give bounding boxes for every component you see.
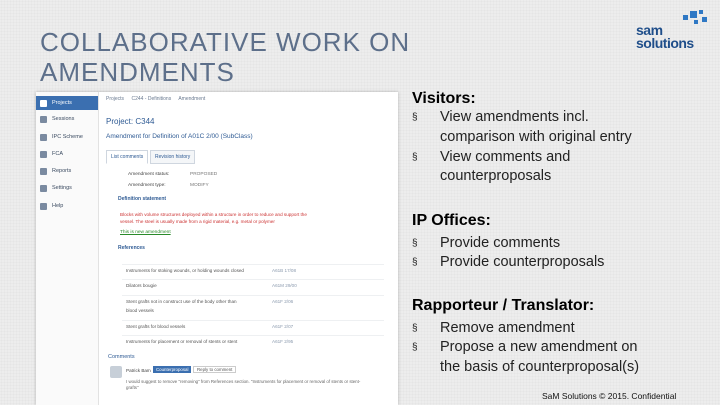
fca-icon (40, 151, 47, 158)
sidebar-item-reports[interactable]: Reports (40, 164, 71, 178)
bullet-icon: § (412, 257, 418, 268)
section-heading-ip-offices: IP Offices: (412, 212, 491, 229)
amendment-type-field (128, 183, 209, 188)
reply-button[interactable]: Reply to comment (193, 366, 236, 373)
reference-code: A61M 29/00 (272, 283, 297, 288)
project-title: Project: C344 (106, 117, 155, 126)
sam-solutions-logo (636, 10, 712, 54)
changed-text-line: Blocks with volume structures deployed within a structure in order to reduce and support the (120, 212, 307, 217)
definition-section-title[interactable]: Definition statement (118, 196, 167, 202)
ipc-scheme-icon (40, 134, 47, 141)
breadcrumb (106, 96, 211, 102)
app-screenshot (36, 92, 398, 405)
slide-title-line-2: AMENDMENTS (40, 57, 235, 87)
table-row (122, 320, 384, 332)
sidebar-item-fca[interactable]: FCA (40, 147, 63, 161)
table-row (122, 335, 384, 347)
projects-icon (40, 100, 47, 107)
app-main (98, 92, 398, 405)
reference-code: A61F 2/07 (272, 324, 294, 329)
settings-icon (40, 185, 47, 192)
breadcrumb-item[interactable]: Amendment (178, 96, 206, 102)
reference-code: A61B 17/08 (272, 268, 297, 273)
reference-text: blood vessels (126, 308, 154, 313)
field-label: Amendment type: (128, 183, 166, 188)
sidebar-item-settings[interactable]: Settings (40, 181, 72, 195)
sidebar-item-help[interactable]: Help (40, 199, 63, 213)
help-icon (40, 203, 47, 210)
avatar (110, 366, 122, 378)
logo-line-2: solutions (636, 35, 694, 51)
field-label: Amendment status: (128, 172, 170, 177)
slide-title (40, 27, 410, 87)
breadcrumb-item[interactable]: Projects (106, 96, 125, 102)
field-value: MODIFY (190, 183, 209, 188)
reports-icon (40, 168, 47, 175)
reference-code: A61F 2/06 (272, 299, 294, 304)
field-value: PROPOSED (190, 172, 218, 177)
reference-text: Dilators bougie (126, 283, 157, 288)
tab-revision-history[interactable]: Revision history (150, 150, 195, 164)
sidebar-item-sessions[interactable]: Sessions (40, 112, 74, 126)
reference-text: Instruments for placement or removal of stents or stent (126, 339, 238, 344)
changed-text-line: vessel. The steel is usually made from a rigid material, e.g. metal or polymer (120, 219, 275, 224)
reference-text: Stent grafts for blood vessels (126, 324, 186, 329)
table-row (122, 279, 384, 291)
comment-text: I would suggest to remove "removing" from References section. "Instruments for placement or removal of stents or stent-grafts" (126, 379, 361, 390)
comments-heading: Comments (108, 354, 135, 360)
references-section-title[interactable]: References (118, 245, 145, 251)
bullet-icon: § (412, 342, 418, 353)
section-heading-rapporteur: Rapporteur / Translator: (412, 297, 595, 314)
bullet-icon: § (412, 112, 418, 123)
new-amendment-link[interactable]: This is new amendment (120, 230, 171, 235)
amendment-status-field (128, 172, 218, 177)
counterproposal-badge: Counterproposal (153, 366, 191, 373)
footer-copyright: SaM Solutions © 2015. Confidential (542, 391, 677, 401)
bullet-icon: § (412, 323, 418, 334)
bullet-icon: § (412, 152, 418, 163)
reference-code: A61F 2/95 (272, 339, 294, 344)
reference-text: Stent grafts not in construct use of the body other than (126, 299, 237, 304)
amendment-title: Amendment for Definition of A01C 2/00 (SubClass) (106, 133, 253, 140)
sessions-icon (40, 116, 47, 123)
comment-author: Patrick Bam (126, 368, 151, 373)
slide-title-line-1: COLLABORATIVE WORK ON (40, 27, 411, 57)
table-row (122, 305, 384, 316)
tab-list-comments[interactable]: List comments (106, 150, 148, 164)
sidebar-item-projects[interactable]: Projects (36, 96, 98, 110)
table-row (122, 264, 384, 276)
breadcrumb-item[interactable]: C244 - Definitions (131, 96, 172, 102)
sidebar-item-ipc-scheme[interactable]: IPC Scheme (40, 130, 83, 144)
app-sidebar (36, 92, 99, 405)
reference-text: Instruments for stoking wounds, or holding wounds closed (126, 268, 244, 273)
bullet-icon: § (412, 238, 418, 249)
section-heading-visitors: Visitors: (412, 90, 476, 107)
logo-line-1: sam (636, 22, 663, 38)
